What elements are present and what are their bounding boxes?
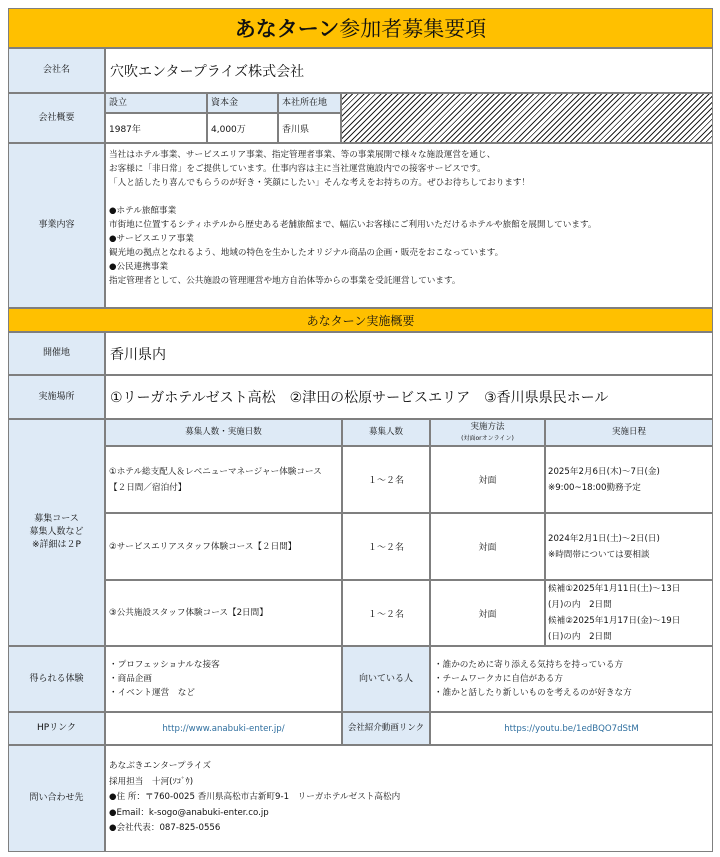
schedule-line: 候補②2025年1月17日(金)～19日 [548, 616, 681, 626]
contact-details [105, 745, 713, 852]
experience-list [105, 646, 342, 712]
schedule-line: (月)の内 2日間 [548, 600, 612, 610]
course-name: ①ホテル総支配人＆レベニューマネージャー体験コース【２日間／宿泊付】 [105, 446, 342, 513]
courses-label [8, 419, 105, 646]
schedule-line: ※9:00~18:00勤務予定 [548, 482, 641, 493]
schedule-line: ※時間帯については要相談 [548, 549, 650, 560]
venue-label: 開催地 [8, 332, 105, 375]
overview-hatched-blank [341, 93, 713, 143]
company-name: 穴吹エンタープライズ株式会社 [105, 48, 713, 93]
business-label: 事業内容 [8, 143, 105, 308]
courses-header-count: 募集人数 [342, 419, 430, 446]
course-count: １～２名 [342, 513, 430, 580]
courses-header-method [430, 419, 545, 446]
schedule-line: 2024年2月1日(土)～2日(日) [548, 533, 660, 544]
schedule-line: 候補①2025年1月11日(土)～13日 [548, 584, 681, 594]
courses-label-line: ※詳細は２P [32, 540, 81, 550]
suited-list [430, 646, 713, 712]
business-line: ●サービスエリア事業 [109, 234, 194, 244]
section-header: あなターン実施概要 [8, 308, 713, 332]
suited-label: 向いている人 [342, 646, 430, 712]
course-method: 対面 [430, 580, 545, 646]
course-schedule [545, 580, 713, 646]
business-line: 当社はホテル事業、サービスエリア事業、指定管理者事業、等の事業展開で様々な施設運営を通じ、 [109, 150, 496, 160]
course-name: ②サービスエリアスタッフ体験コース【２日間】 [105, 513, 342, 580]
company-label: 会社名 [8, 48, 105, 93]
schedule-line: (日)の内 2日間 [548, 632, 612, 642]
course-schedule [545, 446, 713, 513]
courses-header-schedule: 実施日程 [545, 419, 713, 446]
business-line [109, 190, 709, 204]
overview-header-hq: 本社所在地 [278, 93, 341, 113]
place-value: ①リーガホテルゼスト高松 ②津田の松原サービスエリア ③香川県県民ホール [105, 375, 713, 419]
business-line: 「人と話したり喜んでもらうのが好き・笑顔にしたい」そんな考えをお持ちの方。ぜひお待ちしております！ [109, 178, 531, 188]
title-rest: 参加者募集要項 [339, 17, 487, 41]
course-count: １～２名 [342, 446, 430, 513]
contact-line: あなぶきエンタープライズ [109, 761, 212, 771]
course-name: ③公共施設スタッフ体験コース【2日間】 [105, 580, 342, 646]
video-link[interactable]: https://youtu.be/1edBQO7dStM [430, 712, 713, 745]
course-method: 対面 [430, 446, 545, 513]
place-label: 実施場所 [8, 375, 105, 419]
courses-header-method-sub: (対面orオンライン) [461, 434, 514, 442]
business-line: ●ホテル旅館事業 [109, 206, 177, 216]
business-line: お客様に「非日常」をご提供しています。仕事内容は主に当社運営施設内での接客サービスです。 [109, 164, 486, 174]
page-title [8, 8, 713, 48]
business-line: 市街地に位置するシティホテルから歴史ある老舗旅館まで、幅広いお客様にご利用いただけるホテルや旅館を展開しています。 [109, 220, 597, 230]
overview-capital: 4,000万 [207, 113, 278, 143]
experience-item: ・商品企画 [109, 674, 152, 684]
courses-header-method-label: 実施方法 [470, 421, 505, 432]
overview-label: 会社概要 [8, 93, 105, 143]
experience-item: ・イベント運営 など [109, 688, 195, 698]
experience-label: 得られる体験 [8, 646, 105, 712]
venue-value: 香川県内 [105, 332, 713, 375]
experience-item: ・プロフェッショナルな接客 [109, 660, 220, 670]
business-description [105, 143, 713, 308]
course-method: 対面 [430, 513, 545, 580]
suited-item: ・誰かのために寄り添える気持ちを持っている方 [434, 660, 624, 670]
course-schedule [545, 513, 713, 580]
hp-link[interactable]: http://www.anabuki-enter.jp/ [105, 712, 342, 745]
overview-hq: 香川県 [278, 113, 341, 143]
business-line: 観光地の拠点となれるよう、地域の特色を生かしたオリジナル商品の企画・販売をおこなっています。 [109, 248, 504, 258]
suited-item: ・誰かと話したり新しいものを考えるのが好きな方 [434, 688, 632, 698]
contact-line: ●会社代表：087-825-0556 [109, 823, 221, 833]
business-line: 指定管理者として、公共施設の管理運営や地方自治体等からの事業を受託運営しています。 [109, 276, 461, 286]
contact-line: ●Email：k-sogo@anabuki-enter.co.jp [109, 807, 269, 818]
courses-header-name: 募集人数・実施日数 [105, 419, 342, 446]
contact-line: 採用担当 十河(ｿｺﾞｳ) [109, 776, 194, 787]
courses-label-line: 募集人数など [29, 527, 84, 537]
overview-founded: 1987年 [105, 113, 207, 143]
overview-header-capital: 資本金 [207, 93, 278, 113]
suited-item: ・チームワークカに自信がある方 [434, 674, 563, 684]
hp-link-label: HPリンク [8, 712, 105, 745]
video-link-label: 会社紹介動画リンク [342, 712, 430, 745]
contact-label: 問い合わせ先 [8, 745, 105, 852]
courses-label-line: 募集コース [34, 514, 79, 524]
title-bold: あなターン [234, 17, 340, 41]
contact-line: ●住 所：〒760-0025 香川県高松市古新町9-1 リーガホテルゼスト高松内 [109, 792, 401, 802]
course-count: １～２名 [342, 580, 430, 646]
schedule-line: 2025年2月6日(木)～7日(金) [548, 466, 660, 477]
overview-header-founded: 設立 [105, 93, 207, 113]
business-line: ●公民連携事業 [109, 262, 169, 272]
